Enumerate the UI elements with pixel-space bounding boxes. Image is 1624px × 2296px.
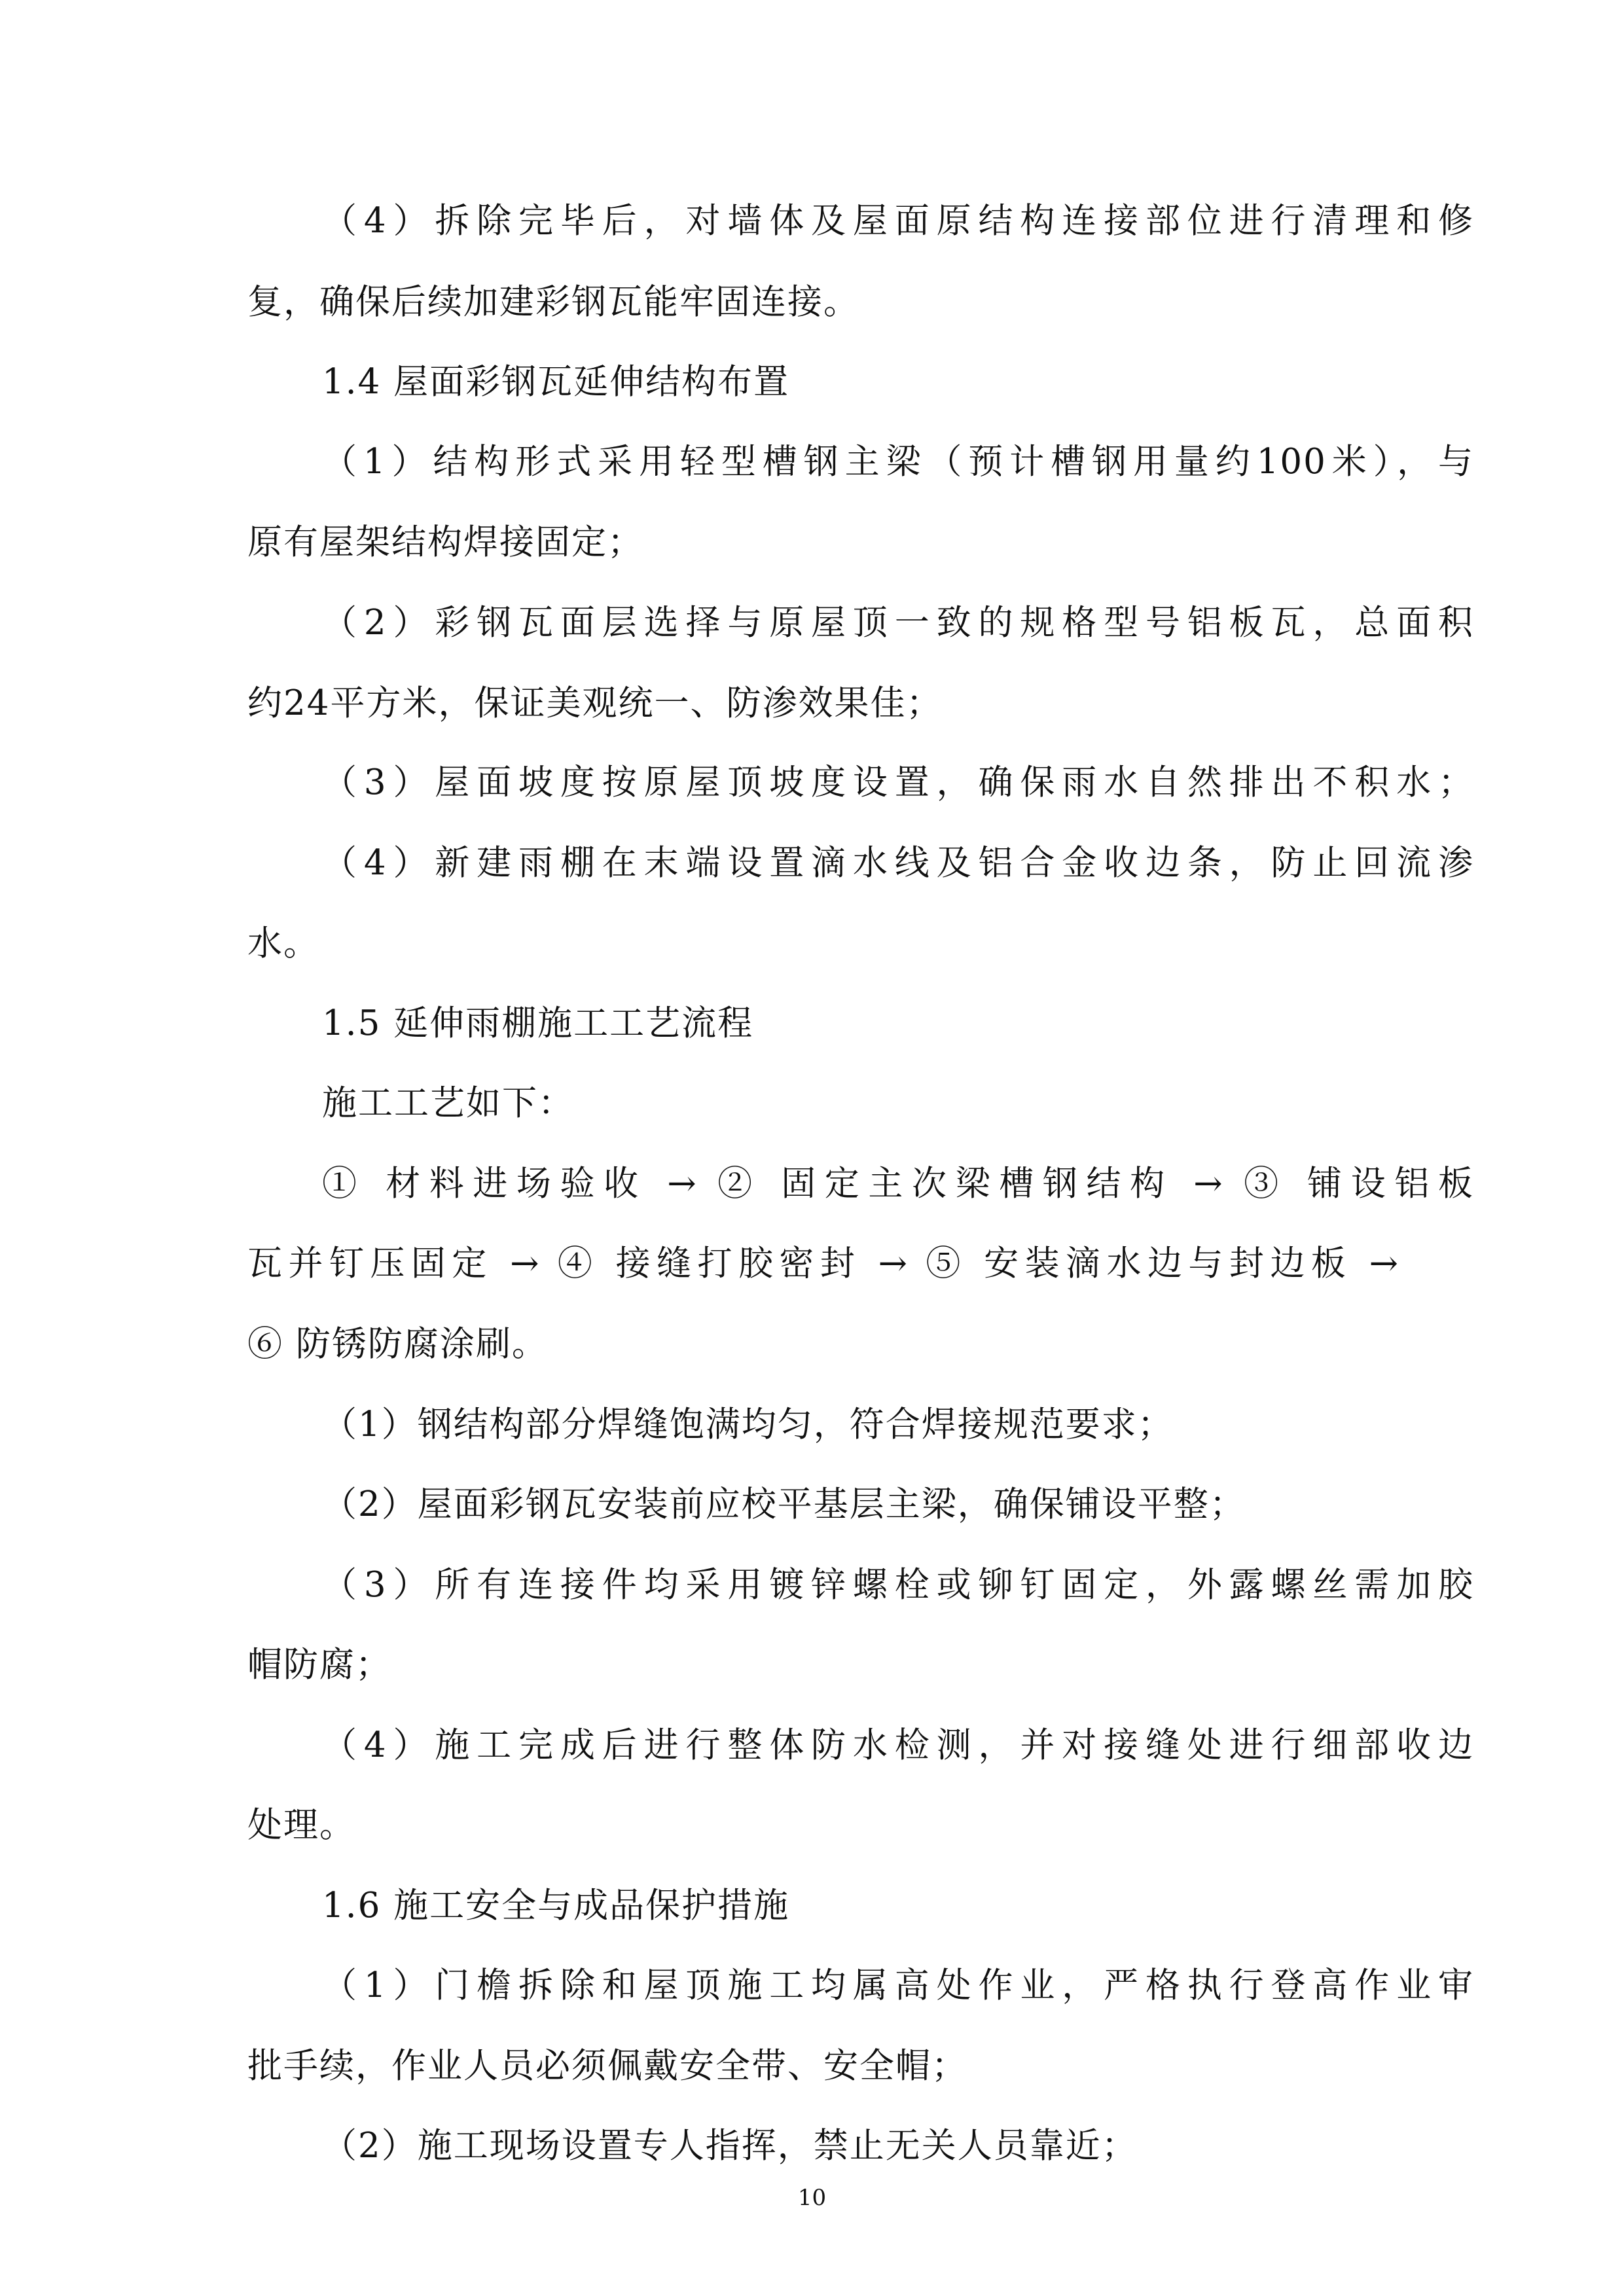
text-line: （3）所有连接件均采用镀锌螺栓或铆钉固定，外露螺丝需加胶 [322, 1565, 1474, 1605]
process-flow-line: ① 材料进场验收 → ② 固定主次梁槽钢结构 → ③ 铺设铝板 [322, 1164, 1474, 1204]
page-number: 10 [797, 2185, 827, 2211]
text-line: （3）屋面坡度按原屋顶坡度设置，确保雨水自然排出不积水； [322, 762, 1474, 802]
section-heading: 1.6 施工安全与成品保护措施 [322, 1886, 790, 1926]
text-line: （4）拆除完毕后，对墙体及屋面原结构连接部位进行清理和修 [322, 201, 1474, 241]
text-line: （1）门檐拆除和屋顶施工均属高处作业，严格执行登高作业审 [322, 1965, 1474, 2005]
text-line: 约24平方米，保证美观统一、防渗效果佳； [247, 683, 943, 723]
text-line: （2）施工现场设置专人指挥，禁止无关人员靠近； [322, 2126, 1138, 2166]
text-line: 复，确保后续加建彩钢瓦能牢固连接。 [247, 282, 859, 322]
text-line: （1）结构形式采用轻型槽钢主梁（预计槽钢用量约100米），与 [322, 442, 1474, 482]
text-line: （1）钢结构部分焊缝饱满均匀，符合焊接规范要求； [322, 1405, 1174, 1444]
text-line: 帽防腐； [247, 1645, 391, 1685]
process-flow-line: ⑥ 防锈防腐涂刷。 [247, 1324, 548, 1364]
text-line: （4）新建雨棚在末端设置滴水线及铝合金收边条，防止回流渗 [322, 843, 1474, 883]
section-heading: 1.5 延伸雨棚施工工艺流程 [322, 1003, 754, 1043]
text-line: 施工工艺如下： [322, 1083, 574, 1123]
text-line: 水。 [247, 924, 319, 963]
text-line: 批手续，作业人员必须佩戴安全带、安全帽； [247, 2046, 967, 2086]
process-flow-line: 瓦并钉压固定 → ④ 接缝打胶密封 → ⑤ 安装滴水边与封边板 → [247, 1244, 1399, 1283]
text-line: （2）屋面彩钢瓦安装前应校平基层主梁，确保铺设平整； [322, 1484, 1246, 1524]
text-line: （4）施工完成后进行整体防水检测，并对接缝处进行细部收边 [322, 1725, 1474, 1765]
text-line: （2）彩钢瓦面层选择与原屋顶一致的规格型号铝板瓦，总面积 [322, 603, 1474, 643]
text-line: 原有屋架结构焊接固定； [247, 522, 643, 562]
section-heading: 1.4 屋面彩钢瓦延伸结构布置 [322, 362, 790, 402]
text-line: 处理。 [247, 1805, 355, 1845]
